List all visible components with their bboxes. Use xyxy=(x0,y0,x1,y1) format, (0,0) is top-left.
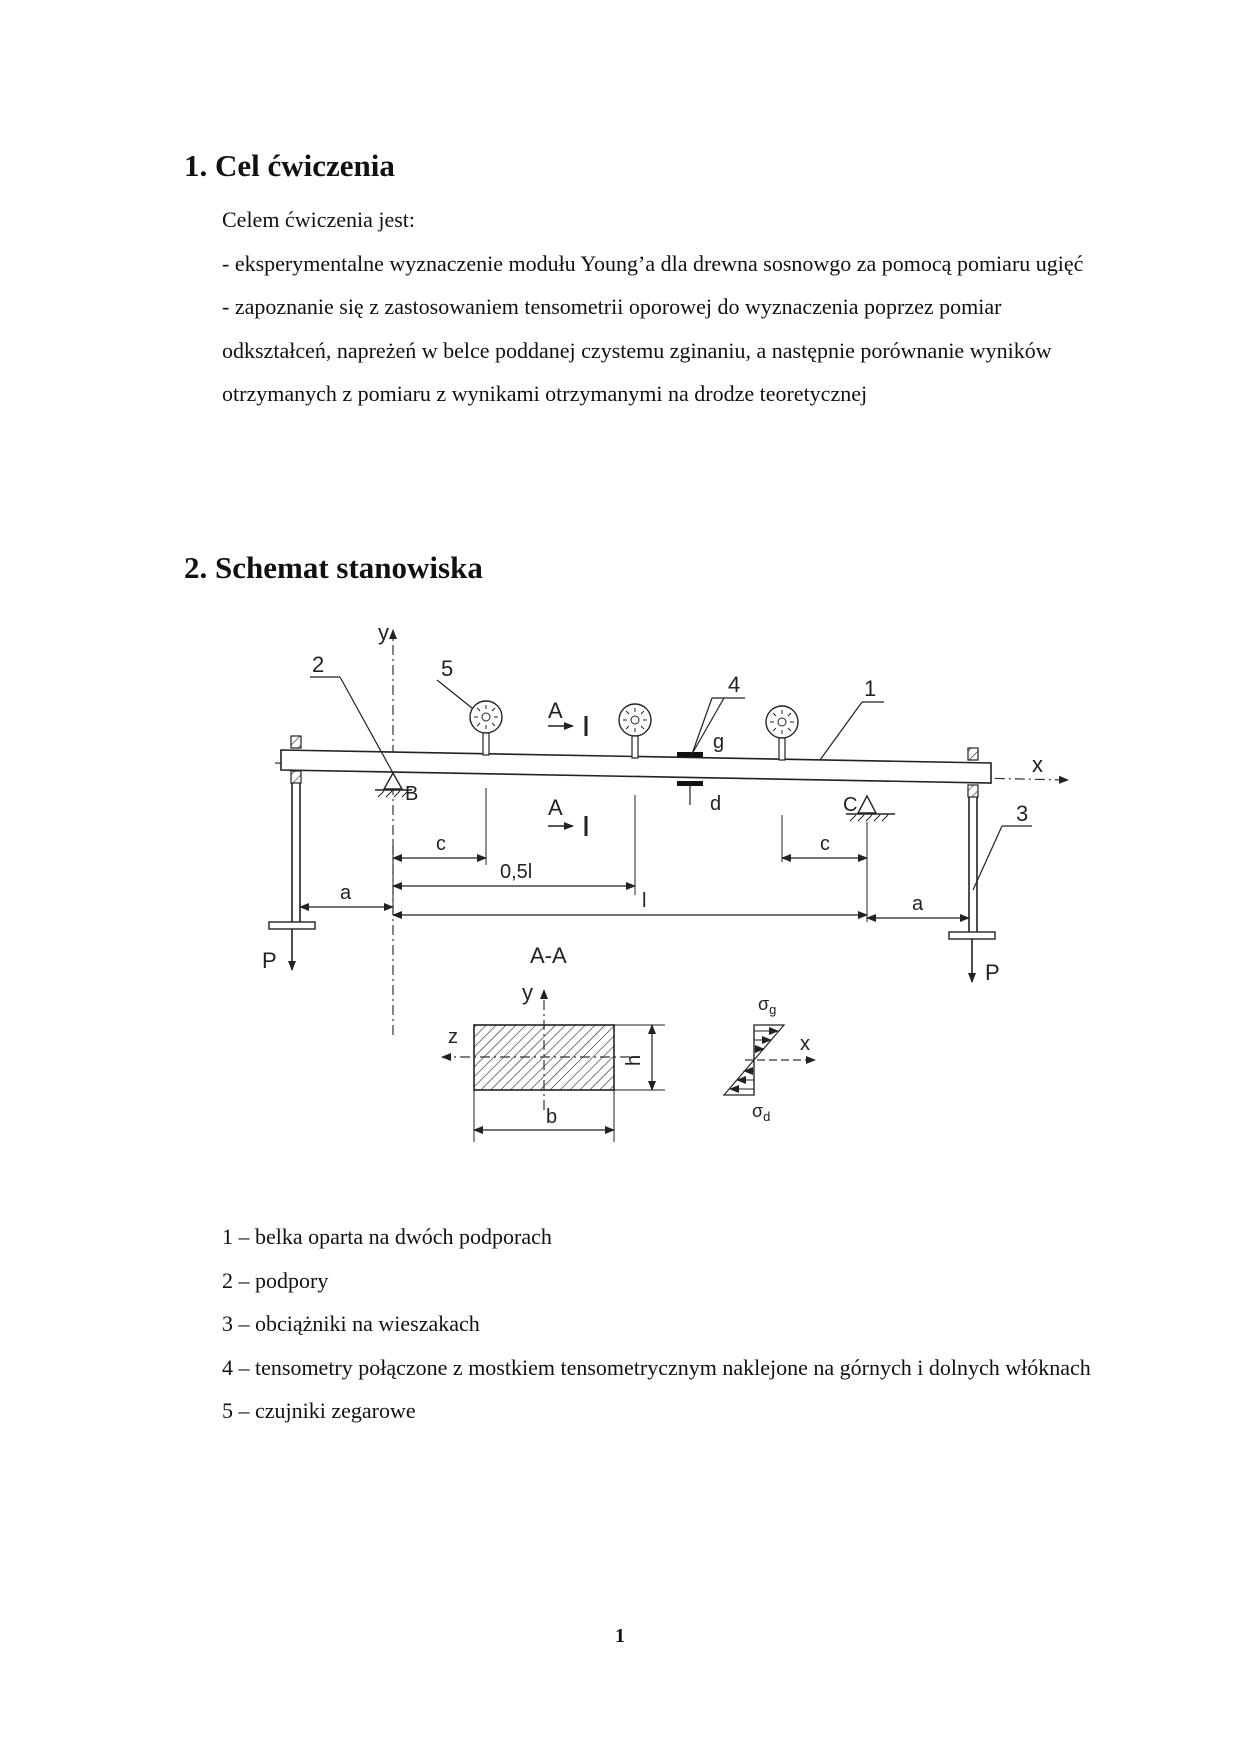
dim-c-right-label: c xyxy=(820,833,830,855)
part-4-label: 4 xyxy=(728,672,741,697)
dim-l-label: l xyxy=(642,890,647,912)
cross-section-z-label: z xyxy=(448,1026,458,1048)
dim-h-label: h xyxy=(623,1054,645,1066)
support-c-label: C xyxy=(843,794,858,816)
gauge-top-label: g xyxy=(713,731,725,753)
sigma-g-label: $\sigma_g$ xyxy=(758,994,777,1017)
diagram-legend xyxy=(222,1215,1102,1433)
section-1-heading: 1. Cel ćwiczenia xyxy=(184,148,395,183)
section-1-body xyxy=(222,198,1102,416)
strain-gauge-bottom xyxy=(677,781,703,786)
dial-gauge-right xyxy=(766,706,798,760)
section-2-heading: 2. Schemat stanowiska xyxy=(184,550,483,585)
dial-gauge-left xyxy=(470,701,502,755)
part-1-label: 1 xyxy=(864,676,877,701)
section-1-intro: Celem ćwiczenia jest: xyxy=(222,207,416,232)
y-axis-label: y xyxy=(378,620,389,645)
x-axis-label: x xyxy=(1032,752,1043,777)
dial-gauge-middle xyxy=(619,704,651,758)
load-right-label: P xyxy=(985,960,1000,985)
section-mark-bottom: A xyxy=(548,795,563,820)
test-stand-diagram xyxy=(0,610,1240,1150)
dim-half-l-label: 0,5l xyxy=(500,861,533,883)
load-left-label: P xyxy=(262,948,277,973)
section-mark-top: A xyxy=(548,698,563,723)
part-5-label: 5 xyxy=(441,656,454,681)
section-1-item: - zapoznanie się z zastosowaniem tensometrii oporowej do wyznaczenia poprzez pomiar odkształceń, napreżeń w belce poddanej czystemu zginaniu, a następnie porównanie wyników otrzymanych z pomiaru z wynikami otrzymanymi na drodze teoretycznej xyxy=(222,294,1052,406)
legend-item: 1 – belka oparta na dwóch podporach xyxy=(222,1224,552,1249)
dim-a-left-label: a xyxy=(340,882,352,904)
part-2-label: 2 xyxy=(312,652,325,677)
page-number: 1 xyxy=(615,1625,625,1647)
dim-a-right-label: a xyxy=(912,893,924,915)
legend-item: 4 – tensometry połączone z mostkiem tensometrycznym naklejone na górnych i dolnych włóknach xyxy=(222,1354,1091,1380)
support-b-label: B xyxy=(405,783,419,805)
legend-item: 3 – obciążniki na wieszakach xyxy=(222,1311,480,1336)
stress-x-label: x xyxy=(800,1033,810,1055)
sigma-d-label: $\sigma_d$ xyxy=(752,1101,771,1124)
strain-gauge-top xyxy=(677,752,703,757)
dim-b-label: b xyxy=(546,1106,558,1128)
legend-item: 2 – podpory xyxy=(222,1267,329,1293)
section-1-item: - eksperymentalne wyznaczenie modułu Young’a dla drewna sosnowgo za pomocą pomiaru ugięć xyxy=(222,250,1084,276)
gauge-bottom-label: d xyxy=(710,793,722,815)
section-title: A-A xyxy=(530,943,567,968)
legend-item: 5 – czujniki zegarowe xyxy=(222,1398,416,1423)
cross-section-y-label: y xyxy=(522,980,533,1005)
part-3-label: 3 xyxy=(1016,801,1029,826)
dim-c-left-label: c xyxy=(436,833,446,855)
